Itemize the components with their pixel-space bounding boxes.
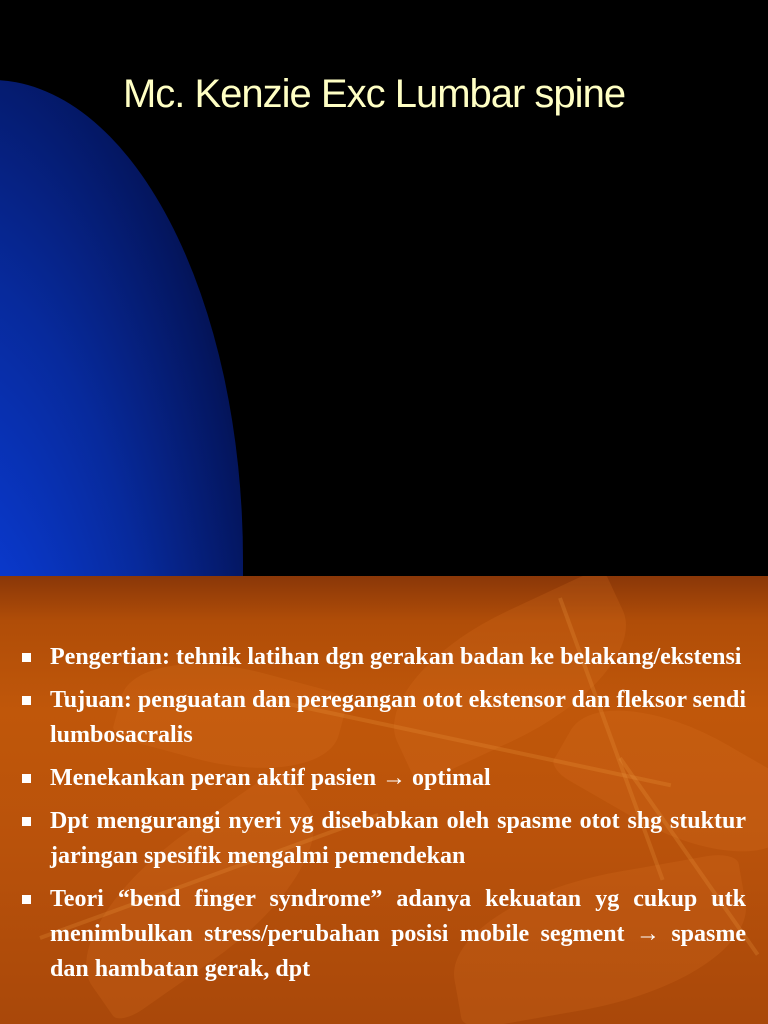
bullet-text: Tujuan: penguatan dan peregangan otot ekstensor dan fleksor sendi lumbosacralis (50, 687, 746, 748)
square-bullet-icon (22, 774, 31, 783)
square-bullet-icon (22, 653, 31, 662)
square-bullet-icon (22, 895, 31, 904)
bullet-item (0, 683, 768, 753)
bullet-text: Pengertian: tehnik latihan dgn gerakan badan ke belakang/ekstensi (50, 644, 742, 670)
bullet-text: Teori “bend finger syndrome” adanya kekuatan yg cukup utk menimbulkan stress/perubahan posisi mobile segment → spasme dan hambatan gerak, dpt (50, 886, 746, 982)
blue-arc-decoration (0, 80, 243, 576)
bullet-text: Dpt mengurangi nyeri yg disebabkan oleh spasme otot shg stuktur jaringan spesifik mengalmi pemendekan (50, 808, 746, 869)
bullet-item (0, 804, 768, 874)
square-bullet-icon (22, 696, 31, 705)
bullet-item (0, 761, 768, 796)
bullet-text: Menekankan peran aktif pasien → optimal (50, 765, 491, 791)
slide-title: Mc. Kenzie Exc Lumbar spine (122, 72, 626, 116)
bullet-item (0, 882, 768, 987)
bullet-item (0, 640, 768, 675)
bullet-list (0, 640, 768, 995)
square-bullet-icon (22, 817, 31, 826)
